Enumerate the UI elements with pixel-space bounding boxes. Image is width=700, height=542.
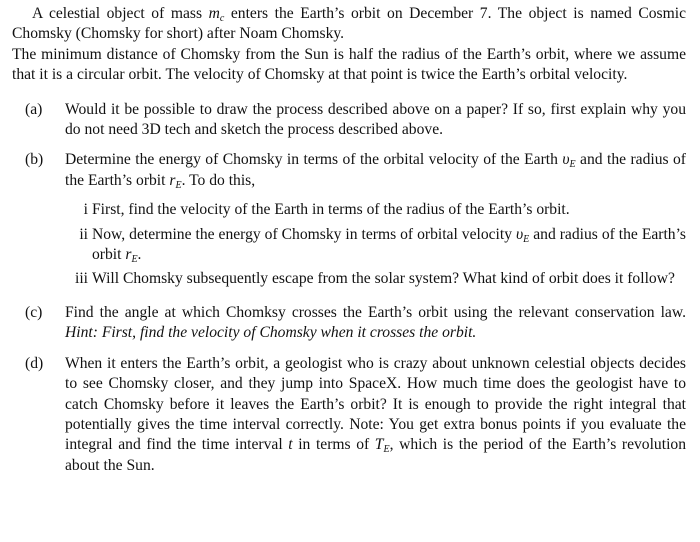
question-b-text-c: . To do this, [181,171,256,189]
intro-text-1b: enters the Earth’s orbit on December 7. The object is named Cosmic Chomsky (Chomsky for short) after Noam Chomsky. [12,5,686,43]
velocity-subscript: E [523,233,530,245]
intro-paragraph-1 [12,4,686,45]
intro-text-1a: A celestial object of mass [32,5,209,22]
question-c-hint: Hint: First, find the velocity of Chomsky when it crosses the orbit. [65,324,477,342]
question-b-part-ii [63,225,686,266]
question-a-label: (a) [25,100,43,118]
part-iii-text: Will Chomsky subsequently escape from the solar system? What kind of orbit does it follow? [92,270,675,288]
part-ii-text-c: . [137,246,142,264]
part-ii-text-b: and radius of the Earth’s orbit [92,225,686,264]
question-a [25,100,686,141]
question-b [25,150,686,191]
question-b-text-b: and the radius of the Earth’s orbit [65,151,687,189]
question-c-text: Find the angle at which Chomksy crosses the Earth’s orbit using the relevant conservation law. [65,303,686,321]
question-a-text: Would it be possible to draw the process described above on a paper? If so, first explain why you do not need 3D tech and sketch the process described above. [65,100,686,139]
question-d [25,354,686,476]
question-d-text-a: When it enters the Earth’s orbit, a geologist who is crazy about unknown celestial objects decides to see Chomsky closer, and they jump into SpaceX. How much time does the geologist have to catch Chomsky before it leaves the Earth’s orbit? It is enough to provide the right integral that potentially gives the time interval correctly. Note: You get extra bonus points if you evaluate the integral and find the time interval [65,354,686,454]
period-subscript: E [383,444,390,456]
radius-symbol: r [125,246,132,264]
question-d-text-b: in terms of [292,436,375,454]
question-d-text-c: , which is the period of the Earth’s revolution about the Sun. [65,436,686,474]
mass-subscript: c [219,13,225,24]
question-d-label: (d) [25,354,44,372]
problem-intro [12,4,686,86]
radius-symbol: r [169,171,176,189]
intro-paragraph-2: The minimum distance of Chomsky from the Sun is half the radius of the Earth’s orbit, where we assume that it is a circular orbit. The velocity of Chomsky at that point is twice the Earth’s orbital velocity. [12,45,686,84]
velocity-symbol: υ [515,225,524,243]
part-ii-label: ii [79,225,88,243]
mass-symbol: m [208,5,220,22]
question-b-part-i [63,200,686,220]
part-i-label: i [83,201,88,219]
question-b-part-iii [63,269,686,289]
question-b-text-a: Determine the energy of Chomsky in terms of the orbital velocity of the Earth [65,151,563,169]
question-c-label: (c) [25,303,43,321]
question-b-label: (b) [25,151,44,169]
part-iii-label: iii [75,270,88,288]
velocity-symbol: υ [562,151,570,169]
part-i-text: First, find the velocity of the Earth in terms of the radius of the Earth’s orbit. [92,201,570,219]
radius-subscript: E [131,254,138,266]
radius-subscript: E [175,179,182,191]
period-symbol: T [374,436,384,454]
time-symbol: t [288,436,293,454]
question-c [25,303,686,344]
part-ii-text-a: Now, determine the energy of Chomsky in terms of orbital velocity [92,225,516,243]
velocity-subscript: E [569,159,576,171]
